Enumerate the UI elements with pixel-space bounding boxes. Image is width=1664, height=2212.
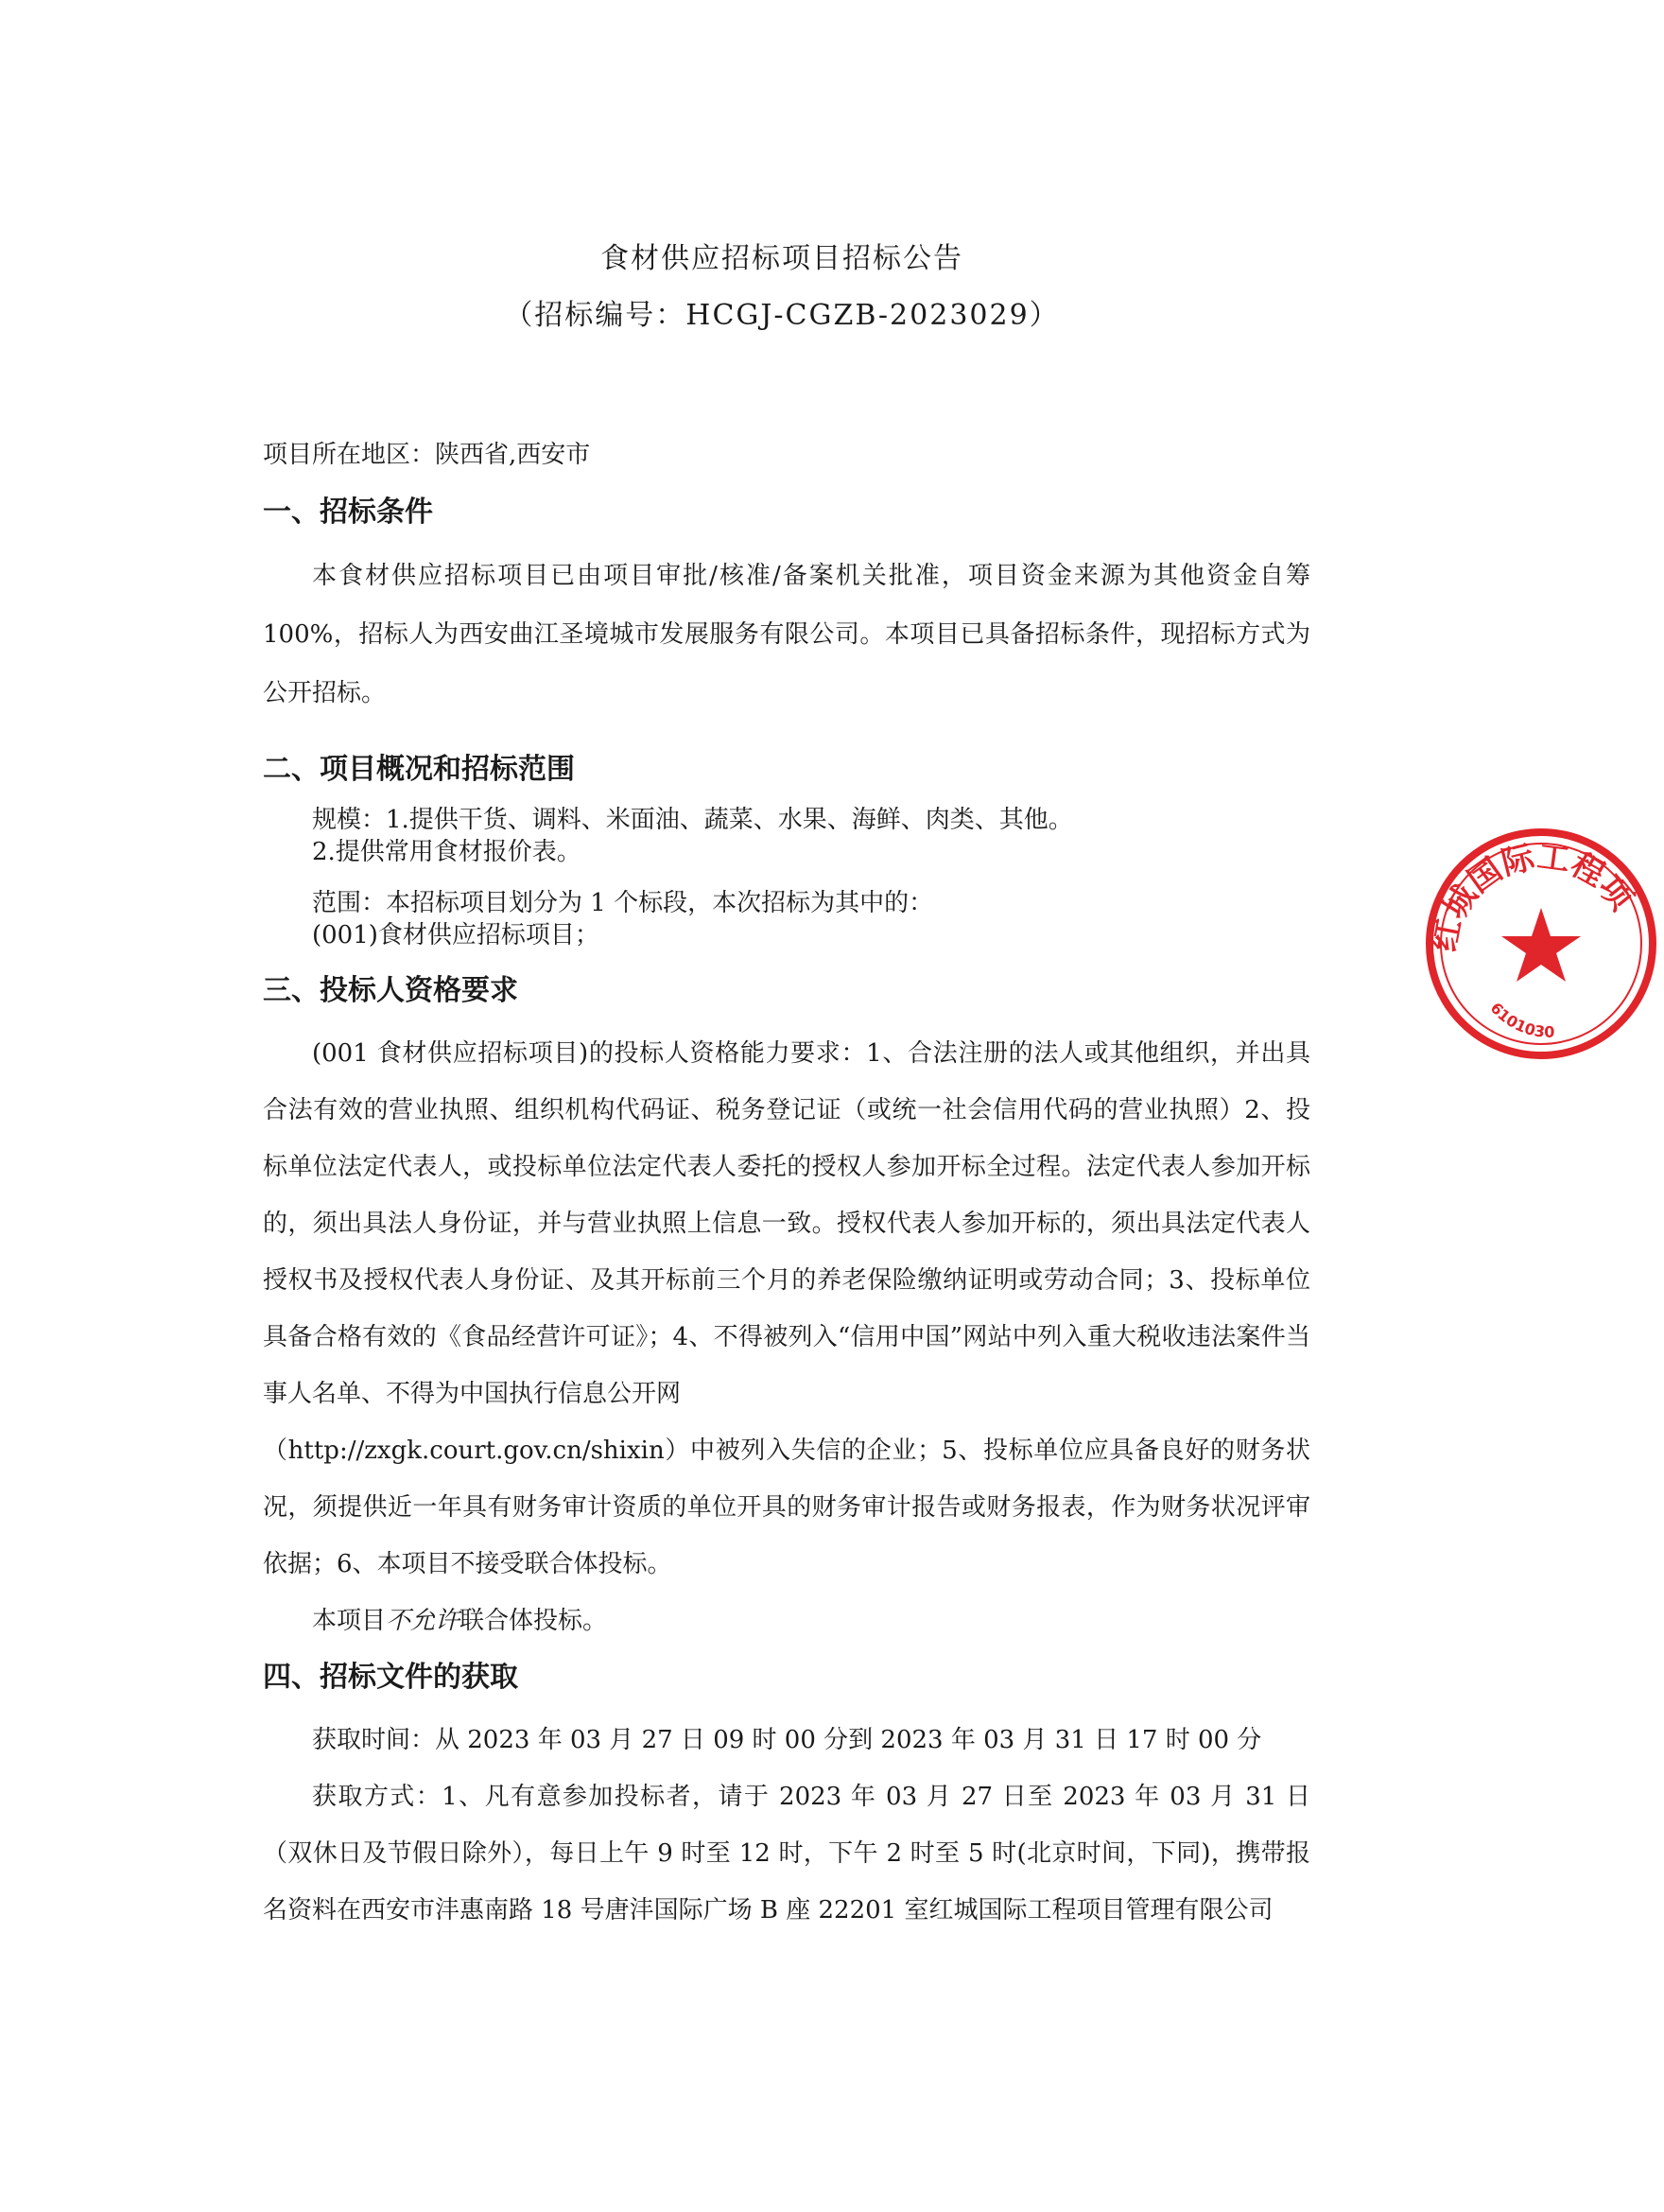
section-heading-tender-conditions: 一、招标条件 <box>263 496 433 529</box>
svg-text:红城国际工程项: 红城国际工程项 <box>1425 837 1640 955</box>
scale-line-1: 规模：1.提供干货、调料、米面油、蔬菜、水果、海鲜、肉类、其他。 <box>312 806 1073 834</box>
bidder-qualifications-paragraph-2: （http://zxgk.court.gov.cn/shixin）中被列入失信的企业；5、投标单位应具备良好的财务状况，须提供近一年具有财务审计资质的单位开具的财务审计报告或财务报表，作为财务状况评审依据；6、本项目不接受联合体投标。 <box>263 1437 1310 1578</box>
acquisition-time: 获取时间：从 2023 年 03 月 27 日 09 时 00 分到 2023 年 03 月 31 日 17 时 00 分 <box>312 1726 1262 1754</box>
tender-number: （招标编号：HCGJ-CGZB-2023029） <box>504 299 1060 332</box>
scale-block <box>263 804 1310 868</box>
section-heading-document-acquisition: 四、招标文件的获取 <box>263 1661 518 1694</box>
acquisition-method: 获取方式：1、凡有意参加投标者，请于 2023 年 03 月 27 日至 2023 年 03 月 31 日（双休日及节假日除外），每日上午 9 时至 12 时，下午 2 时至 5 时(北京时间，下同)，携带报名资料在西安市沣惠南路 18 号唐沣国际广场 B 座 22201 室红城国际工程项目管理有限公司 <box>263 1783 1310 1925</box>
scope-line-1: 范围：本招标项目划分为 1 个标段，本次招标为其中的： <box>312 889 934 917</box>
scale-line-2: 2.提供常用食材报价表。 <box>312 838 581 866</box>
bidder-qualifications-paragraph: (001 食材供应招标项目)的投标人资格能力要求：1、合法注册的法人或其他组织，并出具合法有效的营业执照、组织机构代码证、税务登记证（或统一社会信用代码的营业执照）2、投标单位法定代表人，或投标单位法定代表人委托的授权人参加开标全过程。法定代表人参加开标的，须出具法人身份证，并与营业执照上信息一致。授权代表人参加开标的，须出具法定代表人授权书及授权代表人身份证、及其开标前三个月的养老保险缴纳证明或劳动合同；3、投标单位具备合格有效的《食品经营许可证》；4、不得被列入“信用中国”网站中列入重大税收违法案件当事人名单、不得为中国执行信息公开网 <box>263 1039 1310 1408</box>
project-region: 项目所在地区：陕西省,西安市 <box>263 441 591 469</box>
document-title: 食材供应招标项目招标公告 <box>600 242 963 275</box>
star-icon <box>1501 908 1581 982</box>
consortium-statement <box>263 1593 1310 1649</box>
scope-line-2: (001)食材供应招标项目； <box>312 921 599 949</box>
scope-block <box>263 887 1310 951</box>
company-seal-stamp <box>1418 821 1664 1067</box>
section-heading-bidder-qualifications: 三、投标人资格要求 <box>263 974 518 1007</box>
consortium-suffix: 联合体投标。 <box>459 1607 608 1635</box>
section-heading-project-overview: 二、项目概况和招标范围 <box>263 753 575 786</box>
tender-conditions-paragraph: 本食材供应招标项目已由项目审批/核准/备案机关批准，项目资金来源为其他资金自筹100%，招标人为西安曲江圣境城市发展服务有限公司。本项目已具备招标条件，现招标方式为公开招标。 <box>263 562 1310 707</box>
consortium-not-allowed: 不允许 <box>386 1607 460 1635</box>
seal-graphic <box>1418 821 1664 1067</box>
document-body <box>263 433 1310 1939</box>
svg-text:6101030: 6101030 <box>1486 999 1555 1041</box>
consortium-prefix: 本项目 <box>312 1607 387 1635</box>
